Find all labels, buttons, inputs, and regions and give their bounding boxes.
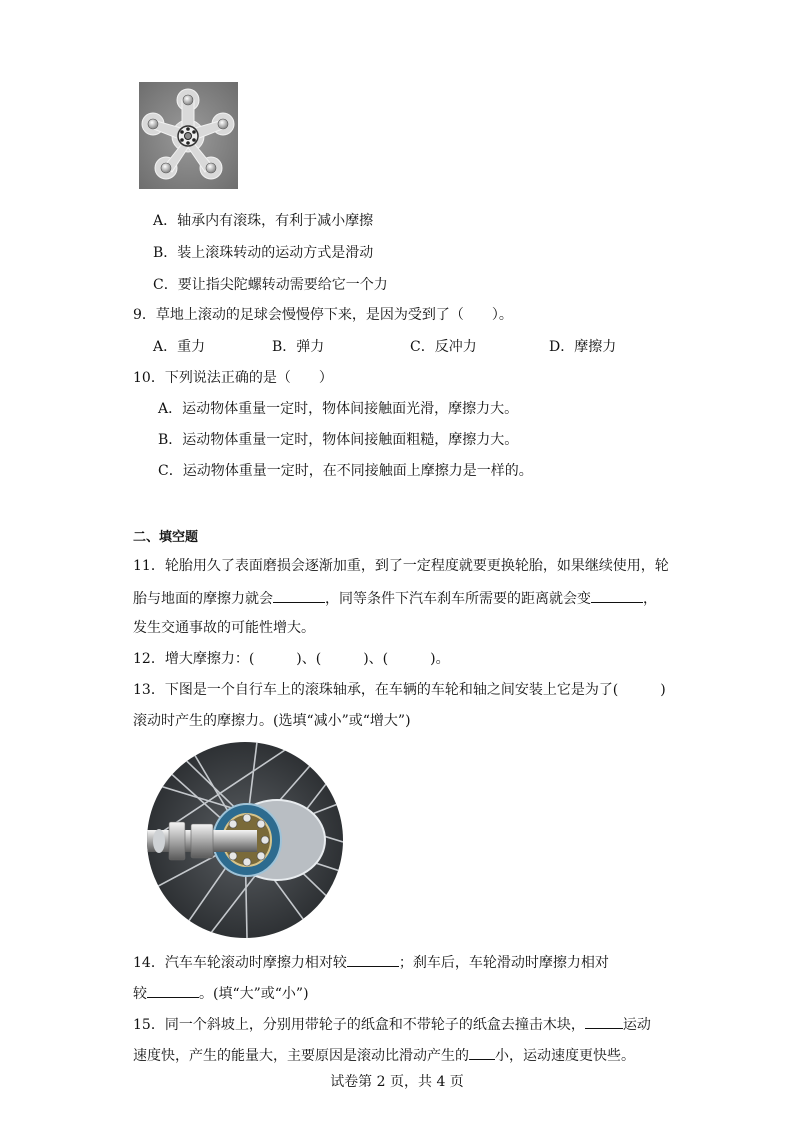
q14-text-d: 。(填“大”或“小”) <box>199 986 309 1002</box>
q10-option-a: A．运动物体重量一定时，物体间接触面光滑，摩擦力大。 <box>158 401 519 417</box>
q14-line1 <box>133 952 609 972</box>
q11-line3: 发生交通事故的可能性增大。 <box>133 620 315 636</box>
q9-option-a: A．重力 <box>153 339 206 355</box>
q11-text-b: ，同等条件下汽车刹车所需要的距离就会变 <box>325 591 591 607</box>
q13-line2: 滚动时产生的摩擦力。(选填“减小”或“增大”) <box>133 713 411 729</box>
section-title-fill-in: 二、填空题 <box>133 530 199 545</box>
q8-option-c: C．要让指尖陀螺转动需要给它一个力 <box>153 277 388 293</box>
q11-line2 <box>133 588 657 608</box>
q10-stem: 10．下列说法正确的是（ ） <box>133 370 333 386</box>
bicycle-bearing-image <box>147 742 343 938</box>
q9-option-d: D．摩擦力 <box>549 339 617 355</box>
q11-text-c: ， <box>643 591 657 607</box>
q15-line1 <box>133 1014 651 1034</box>
q8-option-b: B．装上滚珠转动的运动方式是滑动 <box>153 245 374 261</box>
q14-line2 <box>133 983 309 1003</box>
q10-option-b: B．运动物体重量一定时，物体间接触面粗糙，摩擦力大。 <box>158 432 519 448</box>
q15-blank-2[interactable] <box>469 1045 495 1060</box>
q15-blank-1[interactable] <box>585 1014 623 1029</box>
q15-text-b: 运动 <box>622 1017 651 1033</box>
q15-text-d: 小，运动速度更快些。 <box>495 1048 635 1064</box>
page-footer: 试卷第 2 页，共 4 页 <box>330 1074 464 1090</box>
q15-text-c: 速度快，产生的能量大，主要原因是滚动比滑动产生的 <box>133 1048 469 1064</box>
q14-text-b: ；刹车后，车轮滑动时摩擦力相对 <box>398 955 609 971</box>
q11-text-a: 胎与地面的摩擦力就会 <box>133 591 273 607</box>
q11-line1: 11．轮胎用久了表面磨损会逐渐加重，到了一定程度就要更换轮胎，如果继续使用，轮 <box>133 558 669 574</box>
fidget-spinner-image <box>139 82 238 189</box>
q14-text-a: 14．汽车车轮滚动时摩擦力相对较 <box>133 955 347 971</box>
q14-text-c: 较 <box>133 986 147 1002</box>
q15-text-a: 15．同一个斜坡上，分别用带轮子的纸盒和不带轮子的纸盒去撞击木块， <box>133 1017 585 1033</box>
q15-line2 <box>133 1045 635 1065</box>
q11-blank-1[interactable] <box>273 588 325 603</box>
q9-option-c: C．反冲力 <box>410 339 477 355</box>
q9-stem: 9．草地上滚动的足球会慢慢停下来，是因为受到了（ ）。 <box>133 307 513 323</box>
q8-option-a: A．轴承内有滚珠，有利于减小摩擦 <box>153 213 374 229</box>
q11-blank-2[interactable] <box>591 588 643 603</box>
q13-line1: 13．下图是一个自行车上的滚珠轴承，在车辆的车轮和轴之间安装上它是为了( ) <box>133 682 666 698</box>
q9-option-b: B．弹力 <box>272 339 325 355</box>
q14-blank-1[interactable] <box>347 952 399 967</box>
q14-blank-2[interactable] <box>147 983 199 998</box>
q10-option-c: C．运动物体重量一定时，在不同接触面上摩擦力是一样的。 <box>158 463 533 479</box>
q12: 12．增大摩擦力：( )、( )、( )。 <box>133 651 450 667</box>
